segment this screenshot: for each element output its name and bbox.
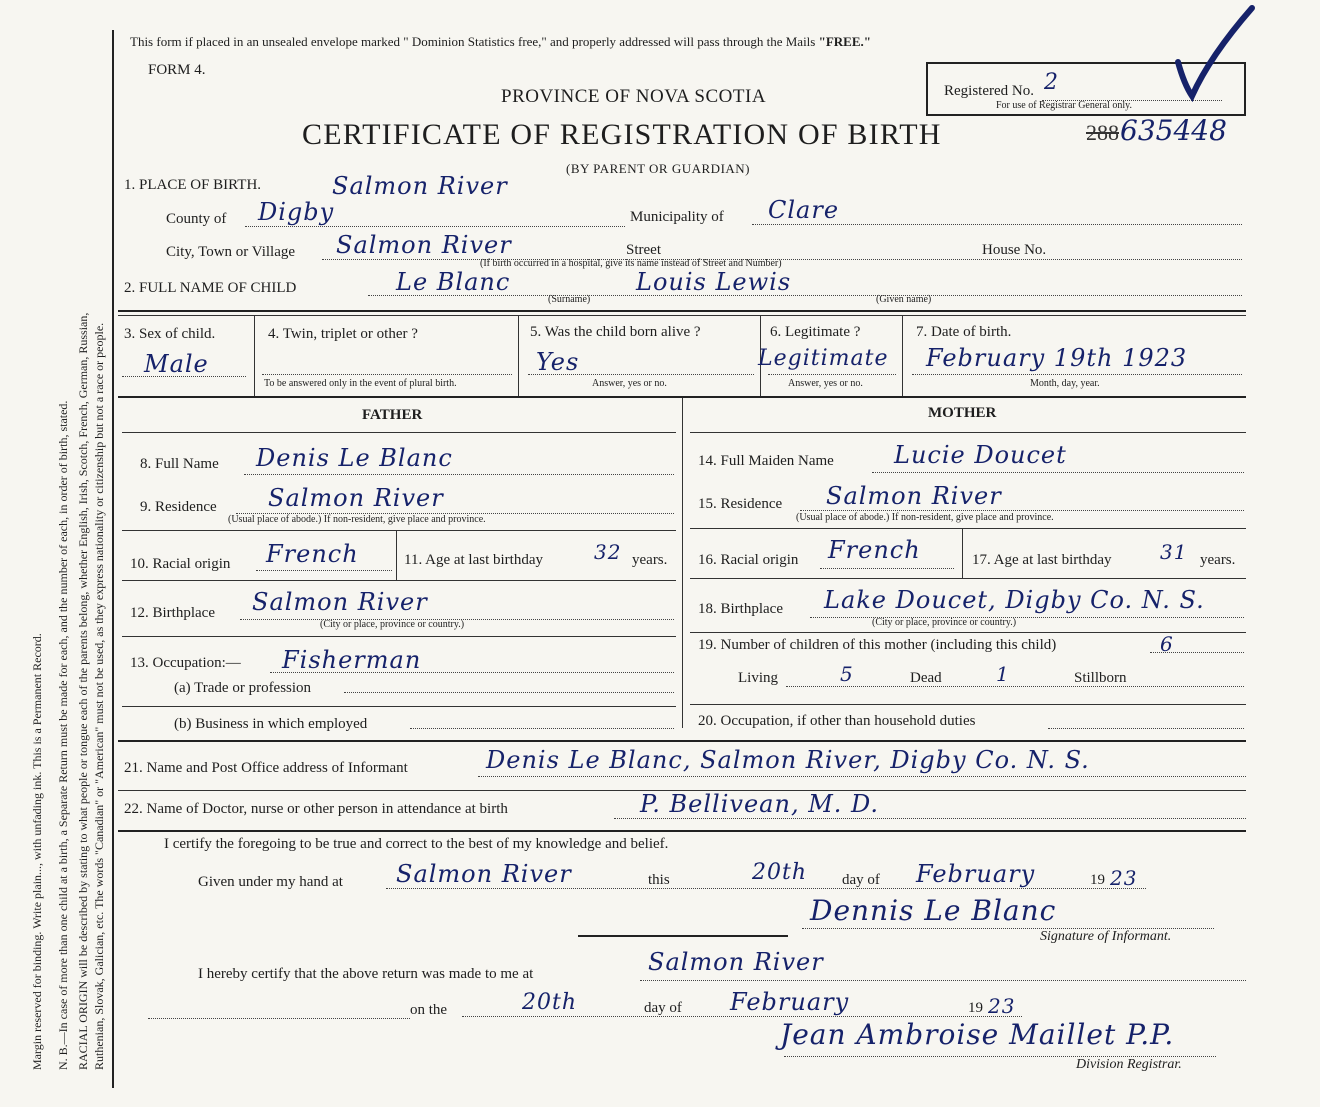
city-label: City, Town or Village: [166, 244, 296, 260]
mother-name-label: 14. Full Maiden Name: [698, 453, 834, 469]
place-of-birth-value: Salmon River: [332, 172, 508, 200]
registrar-day: 20th: [522, 990, 578, 1015]
twin-label: 4. Twin, triplet or other ?: [268, 326, 418, 342]
municipality-value: Clare: [768, 196, 840, 224]
day-of-label: day of: [842, 872, 880, 888]
surname-caption: (Surname): [548, 294, 591, 305]
province-heading: PROVINCE OF NOVA SCOTIA: [501, 86, 767, 107]
cert-number-strike: 288: [1086, 120, 1119, 145]
margin-racial-note-1: RACIAL ORIGIN will be described by stating to what people or tongue each of the parents belong, whether English, Irish, Scotch, French, German, Russian,: [76, 312, 90, 1070]
informant-value: Denis Le Blanc, Salmon River, Digby Co. N. S.: [486, 746, 1090, 774]
sex-value: Male: [144, 350, 209, 378]
father-birthplace-caption: (City or place, province or country.): [320, 619, 465, 630]
page-subtitle: (BY PARENT OR GUARDIAN): [566, 161, 751, 176]
registrar-note: For use of Registrar General only.: [996, 100, 1132, 111]
municipality-label: Municipality of: [630, 209, 724, 225]
certify-statement: I certify the foregoing to be true and correct to the best of my knowledge and belief.: [164, 836, 669, 852]
margin-binding-note: Margin reserved for binding. Write plain..., with unfading ink. This is a Permanent Record.: [30, 633, 44, 1070]
reg-year-prefix: 19: [968, 1000, 983, 1016]
twin-caption: To be answered only in the event of plural birth.: [264, 378, 457, 389]
given-label: Given under my hand at: [198, 874, 343, 890]
mother-age-value: 31: [1160, 540, 1188, 564]
father-birthplace-value: Salmon River: [252, 588, 428, 616]
division-registrar-caption: Division Registrar.: [1076, 1057, 1182, 1072]
father-occupation-value: Fisherman: [282, 646, 422, 674]
reg-day-of-label: day of: [644, 1000, 682, 1016]
year-prefix: 19: [1090, 872, 1105, 888]
father-race-value: French: [266, 540, 359, 568]
form-number: FORM 4.: [148, 62, 206, 78]
registrar-year: 23: [988, 994, 1016, 1018]
father-age-label: 11. Age at last birthday: [404, 552, 543, 568]
dead-value: 1: [996, 662, 1010, 686]
given-day: 20th: [752, 860, 808, 885]
father-name-label: 8. Full Name: [140, 456, 219, 472]
dob-value: February 19th 1923: [926, 344, 1188, 372]
father-race-label: 10. Racial origin: [130, 556, 231, 572]
mother-children-value: 6: [1160, 632, 1174, 656]
mother-residence-label: 15. Residence: [698, 496, 783, 512]
living-label: Living: [738, 670, 778, 686]
margin-rule: [112, 30, 114, 1088]
city-value: Salmon River: [336, 231, 512, 259]
dob-caption: Month, day, year.: [1030, 378, 1100, 389]
place-of-birth-label: 1. PLACE OF BIRTH.: [124, 177, 262, 193]
checkmark-icon: [1170, 0, 1260, 110]
county-value: Digby: [258, 198, 335, 226]
father-age-value: 32: [594, 540, 622, 564]
registered-value: 2: [1044, 70, 1059, 95]
cert-number: 635448: [1120, 114, 1227, 147]
given-month: February: [916, 860, 1036, 888]
mother-years-label: years.: [1200, 552, 1236, 568]
on-the-label: on the: [410, 1002, 448, 1018]
born-alive-value: Yes: [536, 348, 580, 376]
father-years-label: years.: [632, 552, 668, 568]
mother-name-value: Lucie Doucet: [894, 441, 1067, 469]
mother-residence-caption: (Usual place of abode.) If non-resident, give place and province.: [796, 512, 1054, 523]
legitimate-label: 6. Legitimate ?: [770, 324, 861, 340]
doctor-label: 22. Name of Doctor, nurse or other person in attendance at birth: [124, 801, 508, 817]
father-name-value: Denis Le Blanc: [256, 444, 453, 472]
informant-label: 21. Name and Post Office address of Informant: [124, 760, 408, 776]
stillborn-label: Stillborn: [1074, 670, 1127, 686]
father-residence-label: 9. Residence: [140, 499, 217, 515]
given-name-caption: (Given name): [876, 294, 932, 305]
registrar-signature: Jean Ambroise Maillet P.P.: [780, 1018, 1175, 1051]
mother-birthplace-value: Lake Doucet, Digby Co. N. S.: [824, 586, 1205, 614]
signature-informant-caption: Signature of Informant.: [1040, 929, 1172, 944]
born-alive-caption: Answer, yes or no.: [592, 378, 667, 389]
registrar-month: February: [730, 988, 850, 1016]
mother-birthplace-label: 18. Birthplace: [698, 601, 783, 617]
living-value: 5: [840, 662, 854, 686]
mother-race-value: French: [828, 536, 921, 564]
child-surname-value: Le Blanc: [396, 268, 511, 296]
registrar-statement: I hereby certify that the above return was made to me at: [198, 966, 534, 982]
father-occupation-label: 13. Occupation:—: [130, 655, 241, 671]
father-heading: FATHER: [362, 407, 423, 423]
hospital-note: (If birth occurred in a hospital, give its name instead of Street and Number): [480, 258, 782, 269]
house-label: House No.: [982, 242, 1047, 258]
father-residence-caption: (Usual place of abode.) If non-resident, give place and province.: [228, 514, 486, 525]
legitimate-value: Legitimate: [758, 346, 889, 371]
street-label: Street: [626, 242, 661, 258]
county-label: County of: [166, 211, 227, 227]
father-birthplace-label: 12. Birthplace: [130, 605, 215, 621]
mother-birthplace-caption: (City or place, province or country.): [872, 617, 1017, 628]
given-place: Salmon River: [396, 860, 572, 888]
child-name-label: 2. FULL NAME OF CHILD: [124, 280, 297, 296]
doctor-value: P. Bellivean, M. D.: [640, 790, 880, 818]
legitimate-caption: Answer, yes or no.: [788, 378, 863, 389]
dob-label: 7. Date of birth.: [916, 324, 1012, 340]
mother-children-label: 19. Number of children of this mother (including this child): [698, 637, 1057, 653]
informant-signature: Dennis Le Blanc: [810, 894, 1057, 927]
given-year: 23: [1110, 866, 1138, 890]
registered-label: Registered No.: [944, 83, 1034, 99]
mail-notice: This form if placed in an unsealed envelope marked " Dominion Statistics free," and properly addressed will pass through the Mails "FREE.": [130, 34, 871, 49]
child-given-value: Louis Lewis: [636, 268, 792, 296]
business-label: (b) Business in which employed: [174, 716, 368, 732]
mother-occupation-label: 20. Occupation, if other than household duties: [698, 713, 976, 729]
this-label: this: [648, 872, 670, 888]
dead-label: Dead: [910, 670, 942, 686]
mother-age-label: 17. Age at last birthday: [972, 552, 1112, 568]
page-title: CERTIFICATE OF REGISTRATION OF BIRTH: [302, 118, 942, 151]
mother-heading: MOTHER: [928, 405, 997, 421]
sex-label: 3. Sex of child.: [124, 326, 216, 342]
father-residence-value: Salmon River: [268, 484, 444, 512]
born-alive-label: 5. Was the child born alive ?: [530, 324, 701, 340]
margin-racial-note-2: Ruthenian, Slovak, Galician, etc. The words "Canadian" or "American" must not be used, as they express nationality or citizenship but not a race or people.: [92, 322, 106, 1070]
mother-residence-value: Salmon River: [826, 482, 1002, 510]
registrar-place: Salmon River: [648, 948, 824, 976]
trade-label: (a) Trade or profession: [174, 680, 312, 696]
mother-race-label: 16. Racial origin: [698, 552, 799, 568]
margin-nb-note: N. B.—In case of more than one child at a birth, a Separate Return must be made for each, and the number of each, in order of birth, stated.: [56, 400, 70, 1070]
